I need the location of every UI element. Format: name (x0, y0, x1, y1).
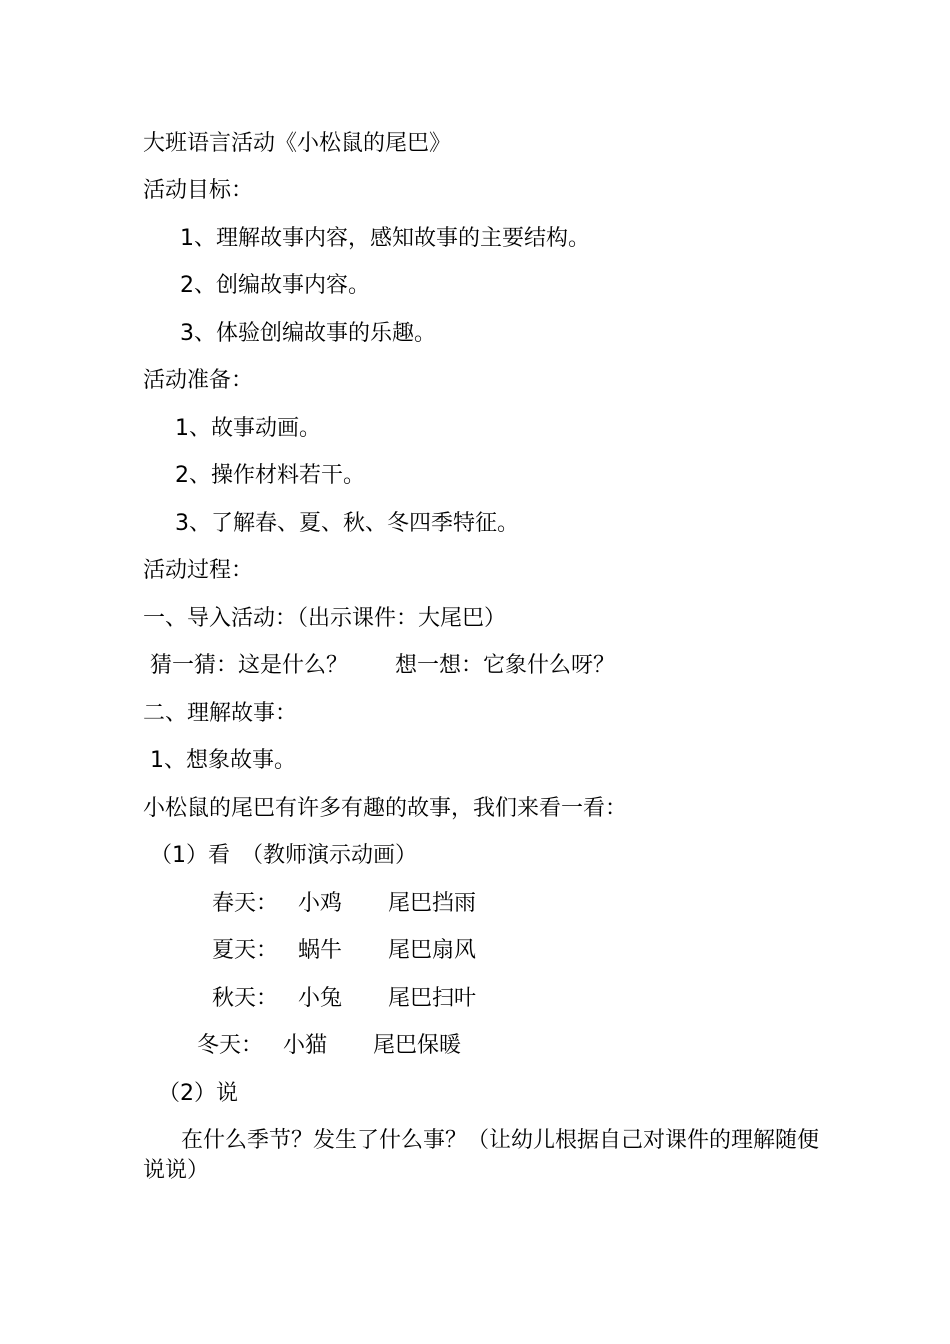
season-tail-use: 尾巴扫叶 (388, 986, 477, 1011)
season-animal: 小猫 (283, 1033, 328, 1058)
prep-item: 2、操作材料若干。 (175, 463, 365, 488)
say-paragraph: 在什么季节？发生了什么事？（让幼儿根据自己对课件的理解随便说说） (143, 1128, 820, 1183)
season-row (212, 936, 476, 966)
step1-question: 想一想：它象什么呀？ (395, 653, 616, 678)
prep-item: 1、故事动画。 (175, 416, 321, 441)
season-animal: 小兔 (298, 986, 343, 1011)
document-title: 大班语言活动《小松鼠的尾巴》 (143, 131, 452, 156)
season-tail-use: 尾巴扇风 (388, 938, 477, 963)
season-name: 秋天： (212, 986, 279, 1011)
season-animal: 蜗牛 (298, 938, 343, 963)
step1-question: 猜一猜：这是什么？ (150, 653, 349, 678)
goals-heading: 活动目标： (143, 178, 254, 203)
step2-item: 1、想象故事。 (150, 748, 296, 773)
season-name: 冬天： (197, 1033, 264, 1058)
prep-item: 3、了解春、夏、秋、冬四季特征。 (175, 511, 519, 536)
step1-heading: 一、导入活动：（出示课件：大尾巴） (143, 606, 507, 631)
step2-heading: 二、理解故事： (143, 701, 298, 726)
season-animal: 小鸡 (298, 891, 343, 916)
process-heading: 活动过程： (143, 558, 254, 583)
season-row (197, 1031, 461, 1061)
goal-item: 1、理解故事内容，感知故事的主要结构。 (180, 226, 590, 251)
season-row (212, 984, 476, 1014)
season-tail-use: 尾巴保暖 (373, 1033, 462, 1058)
season-tail-use: 尾巴挡雨 (388, 891, 477, 916)
goal-item: 2、创编故事内容。 (180, 273, 370, 298)
season-name: 春天： (212, 891, 279, 916)
story-intro: 小松鼠的尾巴有许多有趣的故事，我们来看一看： (143, 796, 628, 821)
look-heading: （1）看 （教师演示动画） (150, 843, 417, 868)
prep-heading: 活动准备： (143, 368, 254, 393)
say-heading: （2）说 (158, 1081, 238, 1106)
season-name: 夏天： (212, 938, 279, 963)
season-row (212, 889, 476, 919)
goal-item: 3、体验创编故事的乐趣。 (180, 321, 436, 346)
